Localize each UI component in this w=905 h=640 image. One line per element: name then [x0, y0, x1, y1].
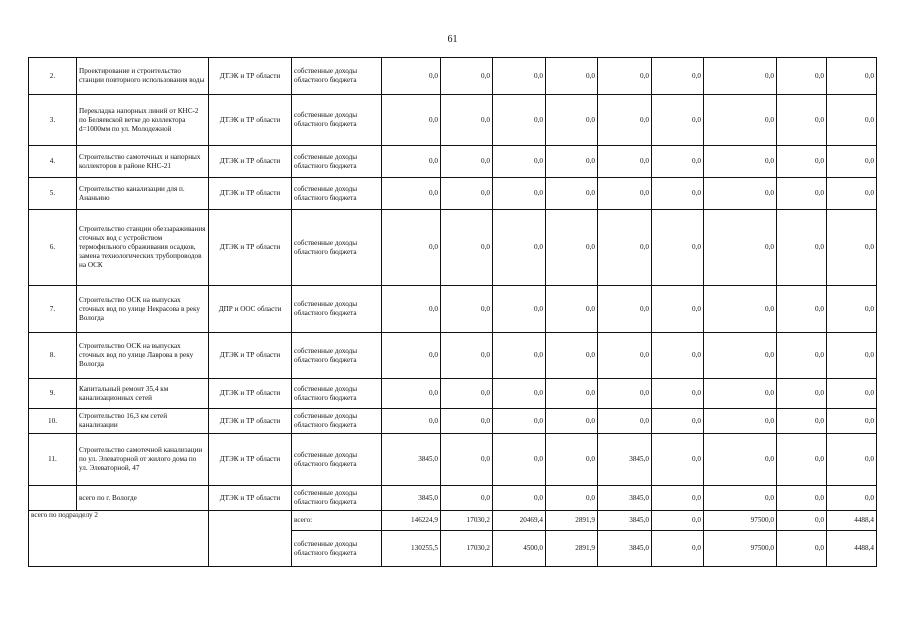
row-number: 8. [29, 333, 77, 379]
funding-source: собственные доходы областного бюджета [292, 531, 382, 567]
row-number: 5. [29, 178, 77, 210]
amount-cell: 0,0 [704, 486, 777, 511]
funding-source: собственные доходы областного бюджета [292, 178, 382, 210]
funding-source-total: всего: [292, 511, 382, 531]
amount-cell: 0,0 [652, 531, 704, 567]
amount-cell: 0,0 [704, 210, 777, 286]
amount-cell: 0,0 [598, 379, 652, 409]
executor: ДТЭК и ТР области [209, 379, 292, 409]
amount-cell: 0,0 [598, 409, 652, 434]
amount-cell: 0,0 [777, 409, 827, 434]
amount-cell: 17030,2 [441, 511, 493, 531]
amount-cell: 4488,4 [827, 531, 877, 567]
amount-cell: 0,0 [382, 409, 441, 434]
executor: ДТЭК и ТР области [209, 486, 292, 511]
amount-cell: 0,0 [777, 58, 827, 95]
funding-source: собственные доходы областного бюджета [292, 486, 382, 511]
table-row [29, 333, 877, 379]
amount-cell: 0,0 [441, 146, 493, 178]
amount-cell: 0,0 [704, 333, 777, 379]
amount-cell: 0,0 [652, 146, 704, 178]
amount-cell: 3845,0 [598, 486, 652, 511]
funding-source: собственные доходы областного бюджета [292, 286, 382, 333]
amount-cell: 0,0 [652, 486, 704, 511]
executor: ДТЭК и ТР области [209, 146, 292, 178]
amount-cell: 0,0 [777, 379, 827, 409]
funding-source: собственные доходы областного бюджета [292, 210, 382, 286]
table-row [29, 146, 877, 178]
table-row [29, 379, 877, 409]
amount-cell: 0,0 [598, 333, 652, 379]
amount-cell: 0,0 [827, 434, 877, 486]
executor: ДТЭК и ТР области [209, 95, 292, 146]
amount-cell: 0,0 [827, 210, 877, 286]
amount-cell: 0,0 [441, 210, 493, 286]
amount-cell: 0,0 [441, 333, 493, 379]
amount-cell: 0,0 [493, 210, 546, 286]
measure-name: Строительство ОСК на выпусках сточных вод по улице Некрасова в реку Вологда [77, 286, 209, 333]
amount-cell: 0,0 [777, 434, 827, 486]
amount-cell: 0,0 [704, 58, 777, 95]
amount-cell: 0,0 [441, 434, 493, 486]
amount-cell: 0,0 [652, 58, 704, 95]
funding-source: собственные доходы областного бюджета [292, 409, 382, 434]
amount-cell: 0,0 [382, 95, 441, 146]
amount-cell: 0,0 [652, 286, 704, 333]
amount-cell: 0,0 [652, 379, 704, 409]
amount-cell: 0,0 [704, 178, 777, 210]
amount-cell: 4488,4 [827, 511, 877, 531]
total-vologda-label: всего по г. Вологде [77, 486, 209, 511]
amount-cell: 0,0 [704, 434, 777, 486]
row-number: 9. [29, 379, 77, 409]
amount-cell: 2891,9 [546, 531, 598, 567]
amount-cell: 0,0 [441, 379, 493, 409]
measure-name: Перекладка напорных линий от КНС-2 по Беляевской ветке до коллектора d=1000мм по ул. Молодежной [77, 95, 209, 146]
amount-cell: 0,0 [382, 379, 441, 409]
amount-cell: 0,0 [546, 146, 598, 178]
amount-cell: 0,0 [441, 95, 493, 146]
amount-cell: 130255,5 [382, 531, 441, 567]
amount-cell: 3845,0 [598, 531, 652, 567]
executor-empty [209, 511, 292, 567]
amount-cell: 0,0 [827, 178, 877, 210]
amount-cell: 0,0 [652, 210, 704, 286]
amount-cell: 146224,9 [382, 511, 441, 531]
amount-cell: 3845,0 [598, 511, 652, 531]
row-number: 4. [29, 146, 77, 178]
amount-cell: 0,0 [598, 146, 652, 178]
amount-cell: 0,0 [493, 409, 546, 434]
row-number: 11. [29, 434, 77, 486]
amount-cell: 0,0 [777, 210, 827, 286]
amount-cell: 0,0 [441, 178, 493, 210]
amount-cell: 0,0 [598, 58, 652, 95]
amount-cell: 3845,0 [382, 486, 441, 511]
table-row [29, 434, 877, 486]
amount-cell: 0,0 [704, 409, 777, 434]
table-row [29, 95, 877, 146]
budget-table [28, 57, 877, 567]
amount-cell: 0,0 [652, 434, 704, 486]
executor: ДТЭК и ТР области [209, 333, 292, 379]
amount-cell: 0,0 [652, 409, 704, 434]
amount-cell: 0,0 [598, 178, 652, 210]
amount-cell: 0,0 [493, 95, 546, 146]
amount-cell: 0,0 [827, 58, 877, 95]
measure-name: Капитальный ремонт 35,4 км канализационных сетей [77, 379, 209, 409]
amount-cell: 2891,9 [546, 511, 598, 531]
table-row [29, 178, 877, 210]
amount-cell: 0,0 [382, 178, 441, 210]
measure-name: Строительство самотечной канализации по ул. Элеваторной от жилого дома по ул. Элеваторной, 47 [77, 434, 209, 486]
row-number: 6. [29, 210, 77, 286]
total-subsection-row [29, 511, 877, 531]
measure-name: Строительство станции обеззараживания сточных вод с устройством термофильного сбраживания осадков, замена технологических трубопроводов на ОСК [77, 210, 209, 286]
page-number: 61 [447, 34, 458, 45]
total-subsection-label: всего по подразделу 2 [29, 511, 209, 567]
amount-cell: 0,0 [493, 333, 546, 379]
row-number: 7. [29, 286, 77, 333]
funding-source: собственные доходы областного бюджета [292, 146, 382, 178]
amount-cell: 0,0 [598, 210, 652, 286]
measure-name: Строительство самотечных и напорных коллекторов в районе КНС-21 [77, 146, 209, 178]
amount-cell: 0,0 [827, 486, 877, 511]
funding-source: собственные доходы областного бюджета [292, 95, 382, 146]
amount-cell: 0,0 [493, 146, 546, 178]
amount-cell: 0,0 [546, 286, 598, 333]
amount-cell: 0,0 [827, 286, 877, 333]
amount-cell: 0,0 [827, 379, 877, 409]
amount-cell: 0,0 [827, 333, 877, 379]
amount-cell: 0,0 [777, 286, 827, 333]
amount-cell: 0,0 [598, 95, 652, 146]
amount-cell: 0,0 [493, 58, 546, 95]
amount-cell: 0,0 [704, 95, 777, 146]
amount-cell: 0,0 [777, 95, 827, 146]
amount-cell: 0,0 [382, 210, 441, 286]
executor: ДТЭК и ТР области [209, 58, 292, 95]
amount-cell: 0,0 [493, 286, 546, 333]
amount-cell: 0,0 [493, 486, 546, 511]
amount-cell: 0,0 [598, 286, 652, 333]
amount-cell: 0,0 [777, 178, 827, 210]
amount-cell: 0,0 [827, 409, 877, 434]
amount-cell: 0,0 [546, 178, 598, 210]
amount-cell: 0,0 [827, 146, 877, 178]
amount-cell: 0,0 [546, 333, 598, 379]
amount-cell: 0,0 [382, 333, 441, 379]
funding-source: собственные доходы областного бюджета [292, 379, 382, 409]
amount-cell: 0,0 [546, 379, 598, 409]
amount-cell: 17030,2 [441, 531, 493, 567]
amount-cell: 0,0 [382, 286, 441, 333]
amount-cell: 97500,0 [704, 511, 777, 531]
amount-cell: 0,0 [777, 486, 827, 511]
amount-cell: 0,0 [546, 409, 598, 434]
amount-cell: 3845,0 [598, 434, 652, 486]
funding-source: собственные доходы областного бюджета [292, 58, 382, 95]
executor: ДТЭК и ТР области [209, 434, 292, 486]
table-row [29, 409, 877, 434]
amount-cell: 0,0 [777, 531, 827, 567]
amount-cell: 0,0 [441, 486, 493, 511]
amount-cell: 0,0 [777, 146, 827, 178]
amount-cell: 0,0 [704, 286, 777, 333]
row-number-empty [29, 486, 77, 511]
amount-cell: 0,0 [777, 333, 827, 379]
executor: ДПР и ООС области [209, 286, 292, 333]
amount-cell: 3845,0 [382, 434, 441, 486]
funding-source: собственные доходы областного бюджета [292, 333, 382, 379]
amount-cell: 0,0 [382, 58, 441, 95]
amount-cell: 97500,0 [704, 531, 777, 567]
amount-cell: 0,0 [546, 210, 598, 286]
amount-cell: 0,0 [441, 286, 493, 333]
amount-cell: 0,0 [493, 434, 546, 486]
amount-cell: 0,0 [777, 511, 827, 531]
row-number: 3. [29, 95, 77, 146]
measure-name: Строительство канализации для п. Ананьино [77, 178, 209, 210]
measure-name: Проектирование и строительство станции повторного использования воды [77, 58, 209, 95]
row-number: 2. [29, 58, 77, 95]
executor: ДТЭК и ТР области [209, 178, 292, 210]
measure-name: Строительство 16,3 км сетей канализации [77, 409, 209, 434]
executor: ДТЭК и ТР области [209, 210, 292, 286]
measure-name: Строительство ОСК на выпусках сточных вод по улице Лаврова в реку Вологда [77, 333, 209, 379]
row-number: 10. [29, 409, 77, 434]
amount-cell: 0,0 [652, 178, 704, 210]
total-vologda-row [29, 486, 877, 511]
amount-cell: 0,0 [493, 379, 546, 409]
table-row [29, 210, 877, 286]
amount-cell: 0,0 [704, 379, 777, 409]
amount-cell: 0,0 [546, 486, 598, 511]
funding-source: собственные доходы областного бюджета [292, 434, 382, 486]
amount-cell: 20469,4 [493, 511, 546, 531]
amount-cell: 0,0 [546, 58, 598, 95]
table-row [29, 286, 877, 333]
amount-cell: 0,0 [493, 178, 546, 210]
amount-cell: 0,0 [827, 95, 877, 146]
amount-cell: 0,0 [704, 146, 777, 178]
amount-cell: 0,0 [652, 95, 704, 146]
table-row [29, 58, 877, 95]
amount-cell: 4500,0 [493, 531, 546, 567]
amount-cell: 0,0 [652, 511, 704, 531]
amount-cell: 0,0 [382, 146, 441, 178]
amount-cell: 0,0 [652, 333, 704, 379]
executor: ДТЭК и ТР области [209, 409, 292, 434]
amount-cell: 0,0 [441, 409, 493, 434]
amount-cell: 0,0 [441, 58, 493, 95]
amount-cell: 0,0 [546, 434, 598, 486]
amount-cell: 0,0 [546, 95, 598, 146]
